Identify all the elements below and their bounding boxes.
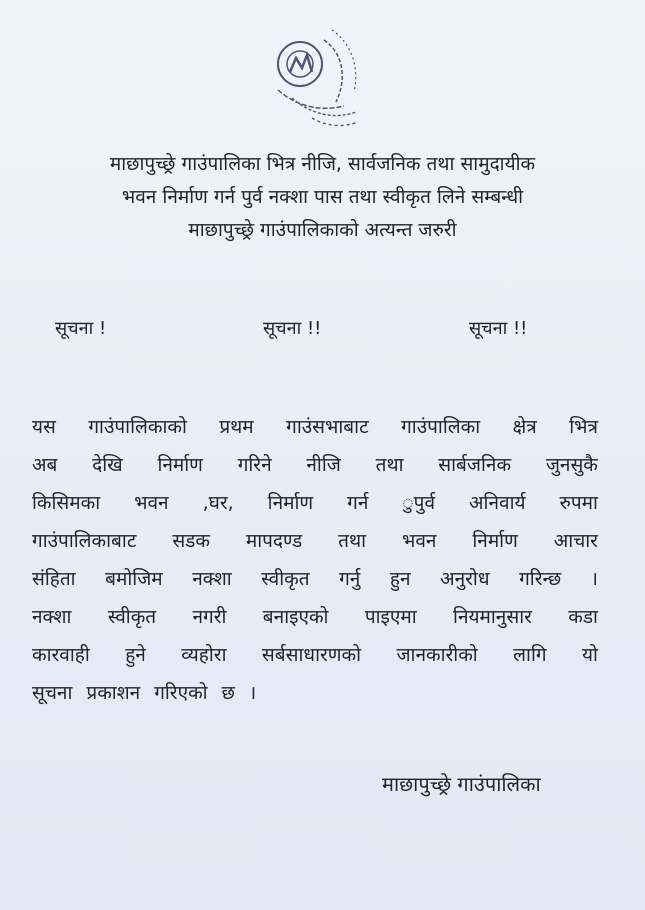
body-word: देखि xyxy=(92,454,123,476)
body-word: जुनसुकै xyxy=(545,454,598,476)
body-word: प्रथम xyxy=(219,416,254,438)
body-word: सडक xyxy=(172,530,210,552)
body-word: गाउंसभाबाट xyxy=(286,416,369,438)
body-word: नियमानुसार xyxy=(453,606,532,628)
title-line: माछापुच्छ्रे गाउंपालिका भित्र नीजि, सार्वजनिक तथा सामुदायीक xyxy=(109,153,536,175)
body-word: रुपमा xyxy=(559,492,598,514)
body-word: गरिन्छ xyxy=(519,568,562,590)
title-line: माछापुच्छ्रे गाउंपालिकाको अत्यन्त जरुरी xyxy=(188,219,457,241)
body-word: पाइएमा xyxy=(364,606,417,628)
body-word: गर्न xyxy=(347,492,369,514)
body-word: गाउंपालिका xyxy=(401,416,481,438)
notice-body xyxy=(32,408,598,712)
body-word: नक्शा xyxy=(32,606,72,628)
body-word: जानकारीको xyxy=(396,644,478,666)
body-word: बमोजिम xyxy=(105,568,163,590)
body-word: निर्माण xyxy=(157,454,203,476)
body-word: भवन xyxy=(401,530,437,552)
body-word: भित्र xyxy=(569,416,598,438)
signature: माछापुच्छ्रे गाउंपालिका xyxy=(382,772,541,796)
body-word: गरिने xyxy=(237,454,272,476)
body-word: गरिएको xyxy=(154,682,208,704)
body-word: यो xyxy=(582,644,598,666)
body-word: लागि xyxy=(513,644,547,666)
body-line xyxy=(32,408,598,446)
body-line xyxy=(32,674,598,712)
title-line: भवन निर्माण गर्न पुर्व नक्शा पास तथा स्वीकृत लिने सम्बन्धी xyxy=(121,186,524,208)
body-word: सूचना xyxy=(32,682,73,704)
body-word: गाउंपालिकाबाट xyxy=(32,530,137,552)
notice-title xyxy=(30,148,615,247)
body-word: तथा xyxy=(338,530,367,552)
body-word: अनिवार्य xyxy=(469,492,526,514)
body-word: । xyxy=(248,682,257,704)
body-word: नीजि xyxy=(306,454,341,476)
body-word: तथा xyxy=(375,454,404,476)
body-word: हुने xyxy=(125,644,146,666)
body-word: स्वीकृत xyxy=(261,568,310,590)
notice-heading-3: सूचना !! xyxy=(469,318,528,339)
body-word: बनाइएको xyxy=(262,606,329,628)
body-word: ,घर, xyxy=(202,492,234,514)
office-seal xyxy=(262,22,382,142)
body-word: सार्बजनिक xyxy=(438,454,512,476)
body-word: यस xyxy=(32,416,56,438)
body-line xyxy=(32,446,598,484)
body-word: निर्माण xyxy=(267,492,314,514)
body-word: व्यहोरा xyxy=(181,644,227,666)
body-line xyxy=(32,560,598,598)
body-word: ुपुर्व xyxy=(402,492,436,514)
body-word: गाउंपालिकाको xyxy=(88,416,187,438)
body-word: । xyxy=(590,568,598,590)
body-word: नगरी xyxy=(192,606,227,628)
body-word: निर्माण xyxy=(472,530,518,552)
body-word: आचार xyxy=(553,530,598,552)
body-word: अब xyxy=(32,454,58,476)
body-word: स्वीकृत xyxy=(107,606,157,628)
body-word: मापदण्ड xyxy=(245,530,303,552)
body-word: गर्नु xyxy=(339,568,361,590)
notice-heading-2: सूचना !! xyxy=(263,318,322,339)
body-line xyxy=(32,598,598,636)
body-line xyxy=(32,484,598,522)
body-word: नक्शा xyxy=(192,568,232,590)
body-word: कडा xyxy=(568,606,598,628)
body-word: संहिता xyxy=(32,568,76,590)
notice-heading-1: सूचना ! xyxy=(55,318,107,339)
body-word: प्रकाशन xyxy=(86,682,141,704)
body-word: भवन xyxy=(134,492,169,514)
body-word: किसिमका xyxy=(32,492,101,514)
body-word: कारवाही xyxy=(32,644,90,666)
body-line xyxy=(32,522,598,560)
body-word: छ xyxy=(221,682,235,704)
body-word: क्षेत्र xyxy=(512,416,537,438)
body-word: हुन xyxy=(389,568,411,590)
body-word: सर्बसाधारणको xyxy=(261,644,362,666)
body-word: अनुरोध xyxy=(440,568,490,590)
body-line xyxy=(32,636,598,674)
